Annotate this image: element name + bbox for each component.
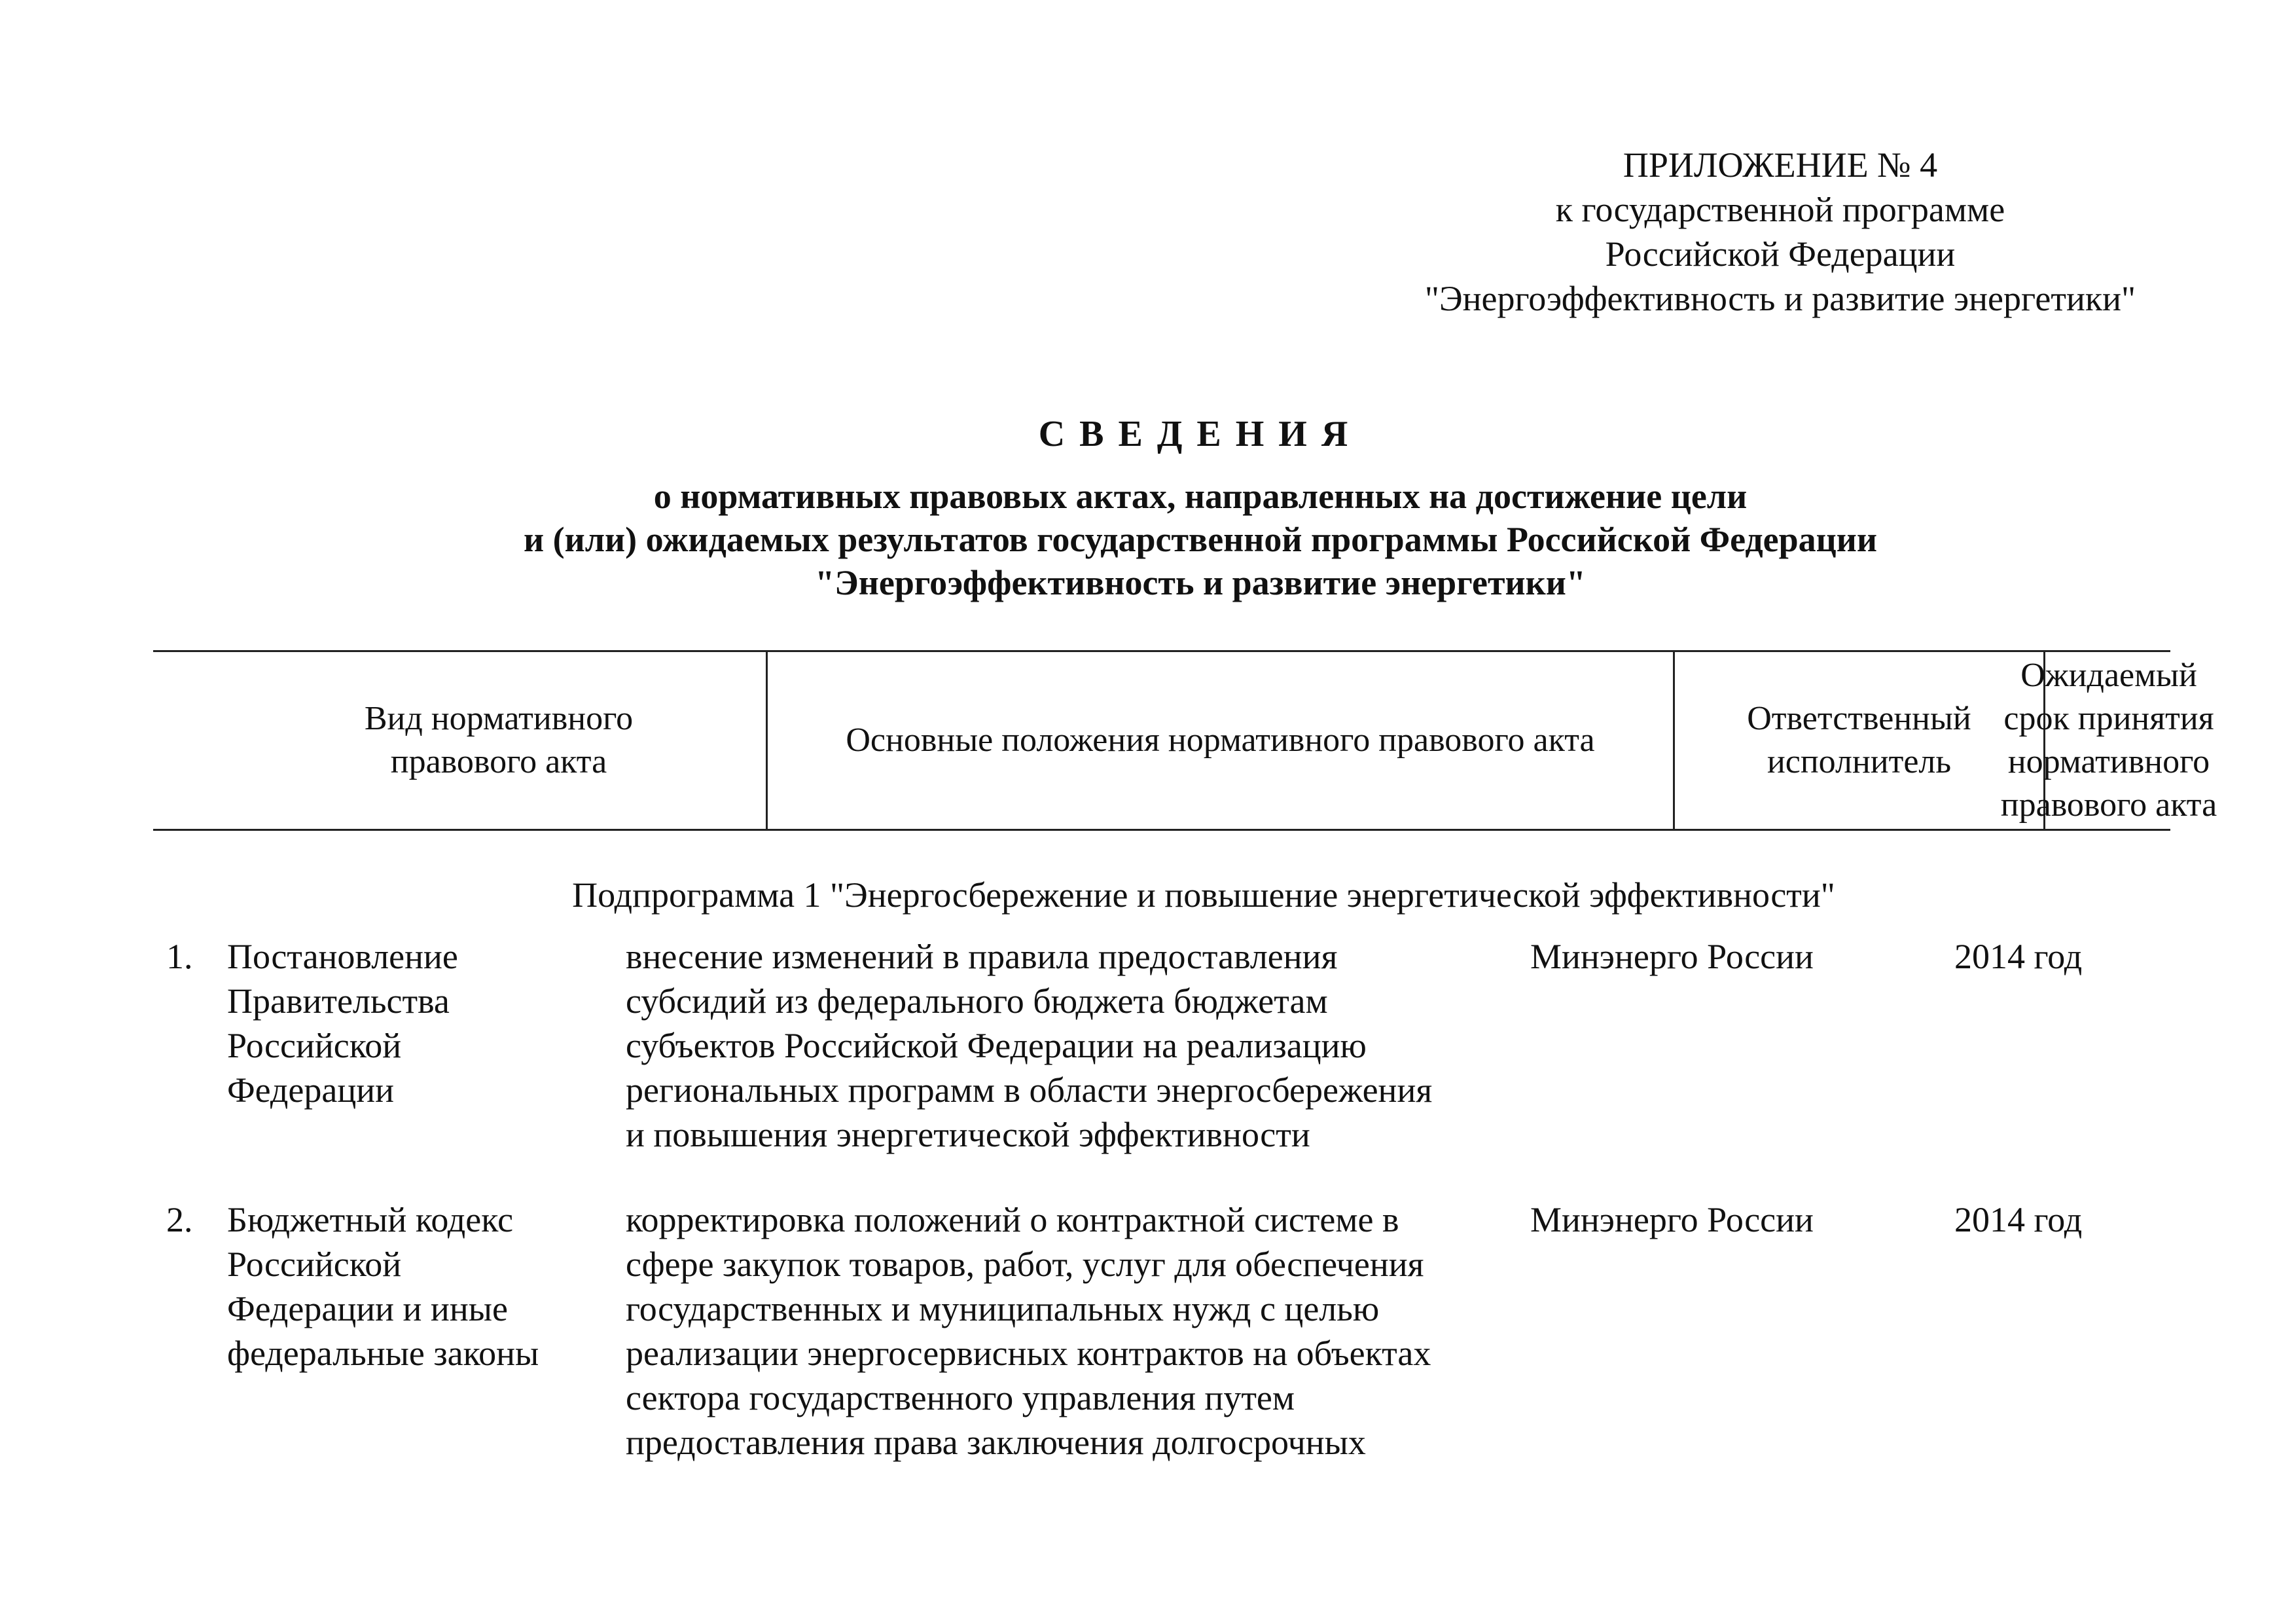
row-number: 2. (166, 1200, 193, 1239)
row-deadline: 2014 год (1954, 937, 2083, 976)
row-executor: Минэнерго России (1530, 937, 1814, 976)
provisions-line: предоставления права заключения долгосрочных (626, 1423, 1366, 1462)
header-act-type-line-1: Вид нормативного (364, 700, 634, 737)
subtitle-line-1: о нормативных правовых актах, направленных на достижение цели (653, 477, 1748, 516)
act-type-line: Федерации (227, 1070, 395, 1110)
header-deadline-line-1: Ожидаемый (2020, 657, 2197, 694)
header-act-type-line-2: правового акта (390, 743, 607, 780)
header-deadline-line-3: нормативного (2007, 743, 2210, 780)
header-deadline (2000, 652, 2217, 829)
appendix-number: ПРИЛОЖЕНИЕ № 4 (1623, 145, 1938, 185)
header-provisions (766, 652, 1673, 829)
row-act-type (227, 934, 594, 1112)
header-deadline-line-4: правового акта (2000, 786, 2217, 824)
row-provisions (626, 934, 1673, 1157)
row-executor: Минэнерго России (1530, 1200, 1814, 1239)
provisions-line: сектора государственного управления путем (626, 1378, 1295, 1417)
act-type-line: Российской (227, 1245, 402, 1284)
subprogram-heading: Подпрограмма 1 "Энергосбережение и повышение энергетической эффективности" (572, 875, 1835, 915)
act-type-line: федеральные законы (227, 1334, 539, 1373)
act-type-line: Правительства (227, 981, 450, 1021)
header-executor-line-2: исполнитель (1767, 743, 1952, 780)
act-type-line: Федерации и иные (227, 1289, 508, 1328)
table-header (153, 650, 2217, 831)
header-act-type (232, 652, 766, 829)
provisions-line: корректировка положений о контрактной системе в (626, 1200, 1399, 1239)
provisions-line: и повышения энергетической эффективности (626, 1115, 1310, 1154)
provisions-line: региональных программ в области энергосбережения (626, 1070, 1433, 1110)
row-act-type (227, 1197, 594, 1376)
act-type-line: Бюджетный кодекс (227, 1200, 514, 1239)
provisions-line: сфере закупок товаров, работ, услуг для обеспечения (626, 1245, 1424, 1284)
act-type-line: Постановление (227, 937, 458, 976)
provisions-line: субсидий из федерального бюджета бюджетам (626, 981, 1328, 1021)
header-provisions-text: Основные положения нормативного правового акта (846, 721, 1595, 759)
document-title: СВЕДЕНИЯ (1038, 414, 1363, 454)
document-subtitle (0, 475, 2296, 604)
row-deadline: 2014 год (1954, 1200, 2083, 1239)
provisions-line: внесение изменений в правила предоставления (626, 937, 1338, 976)
row-number: 1. (166, 937, 193, 976)
subtitle-line-3: "Энергоэффективность и развитие энергетики" (815, 563, 1586, 602)
act-type-line: Российской (227, 1026, 402, 1065)
provisions-line: государственных и муниципальных нужд с целью (626, 1289, 1380, 1328)
header-deadline-line-2: срок принятия (2003, 700, 2214, 737)
header-executor-line-1: Ответственный (1747, 700, 1971, 737)
appendix-line-2: к государственной программе (1555, 190, 2005, 229)
appendix-program-name: "Энергоэффективность и развитие энергетики" (1424, 279, 2136, 318)
provisions-line: субъектов Российской Федерации на реализацию (626, 1026, 1367, 1065)
row-provisions (626, 1197, 1673, 1465)
appendix-line-3: Российской Федерации (1605, 234, 1956, 274)
provisions-line: реализации энергосервисных контрактов на объектах (626, 1334, 1431, 1373)
subtitle-line-2: и (или) ожидаемых результатов государственной программы Российской Федерации (523, 520, 1878, 559)
appendix-header (1361, 143, 2199, 321)
